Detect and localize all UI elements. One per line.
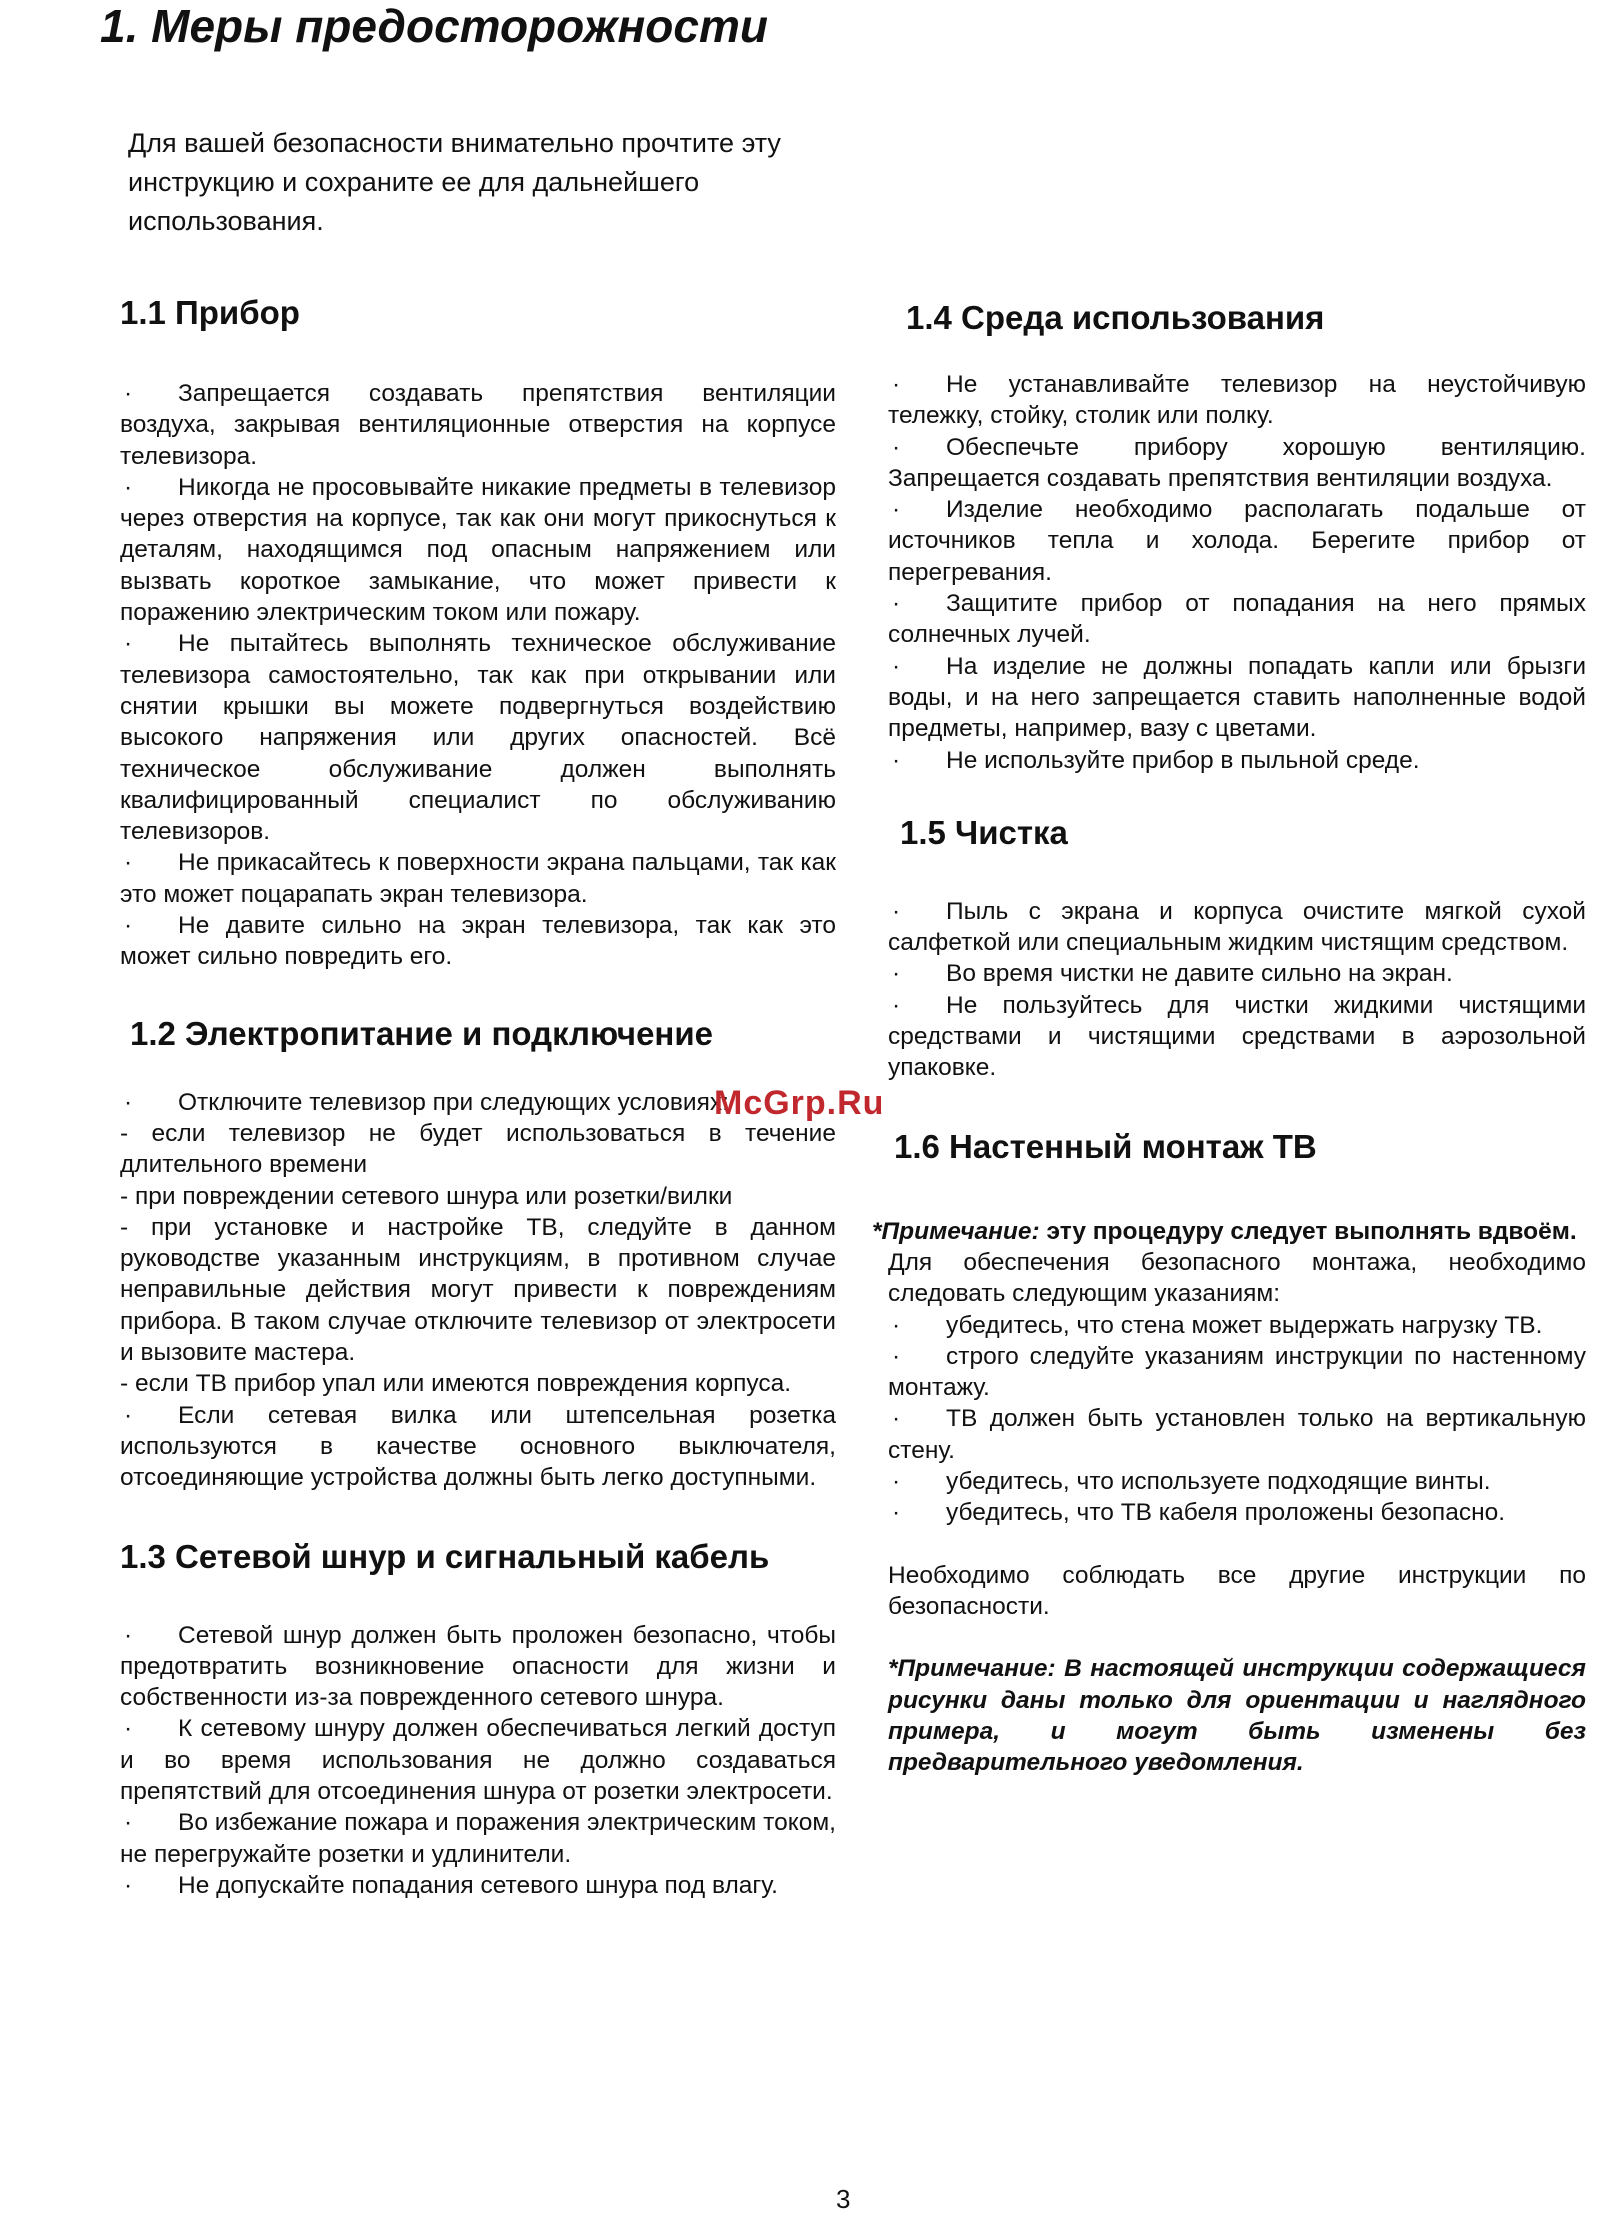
section-1-4 bbox=[888, 295, 1586, 776]
list-item: · Не пользуйтесь для чистки жидкими чистящими средствами и чистящими средствами в аэрозольной упаковке. bbox=[888, 990, 1586, 1084]
list-item: · К сетевому шнуру должен обеспечиваться легкий доступ и во время использования не должно создаваться препятствий для отсоединения шнура от розетки электросети. bbox=[120, 1713, 836, 1807]
list-item: · Никогда не просовывайте никакие предметы в телевизор через отверстия на корпусе, так как они могут прикоснуться к деталям, находящимся под опасным напряжением или вызвать короткое замыкание, что может привести к поражению электрическим током или пожару. bbox=[120, 472, 836, 628]
list-item: · ТВ должен быть установлен только на вертикальную стену. bbox=[888, 1403, 1586, 1466]
list-item: - при повреждении сетевого шнура или розетки/вилки bbox=[120, 1182, 733, 1210]
note bbox=[872, 1216, 1586, 1247]
watermark: McGrp.Ru bbox=[714, 1084, 885, 1122]
list-item: · Не устанавливайте телевизор на неустойчивую тележку, стойку, столик или полку. bbox=[888, 369, 1586, 432]
list-item: · Сетевой шнур должен быть проложен безопасно, чтобы предотвратить возникновение опасности для жизни и собственности из-за поврежденного сетевого шнура. bbox=[120, 1620, 836, 1714]
list-item: · убедитесь, что стена может выдержать нагрузку ТВ. bbox=[888, 1310, 1586, 1341]
list-item: · Не используйте прибор в пыльной среде. bbox=[888, 745, 1586, 776]
list-item: · Не допускайте попадания сетевого шнура под влагу. bbox=[120, 1870, 836, 1901]
section-title: 1.3 Сетевой шнур и сигнальный кабель bbox=[120, 1537, 770, 1575]
section-1-2 bbox=[120, 1011, 836, 1057]
list-item: · Отключите телевизор при следующих условиях: bbox=[120, 1087, 836, 1118]
list-item: · Не давите сильно на экран телевизора, так как это может сильно повредить его. bbox=[120, 910, 836, 973]
list-item: - если ТВ прибор упал или имеются повреждения корпуса. bbox=[120, 1370, 792, 1398]
lead-text: Для обеспечения безопасного монтажа, необходимо следовать следующим указаниям: bbox=[888, 1248, 1586, 1308]
list-item: · Не прикасайтесь к поверхности экрана пальцами, так как это может поцарапать экран телевизора. bbox=[120, 847, 836, 910]
section-1-1 bbox=[120, 290, 836, 973]
page-number: 3 bbox=[836, 2184, 851, 2214]
page-title: 1. Меры предосторожности bbox=[100, 0, 768, 52]
section-title: 1.4 Среда использования bbox=[906, 299, 1325, 336]
list-item: · Запрещается создавать препятствия вентиляции воздуха, закрывая вентиляционные отверстия на корпусе телевизора. bbox=[120, 378, 836, 472]
section-title: 1.1 Прибор bbox=[120, 294, 300, 331]
list-item: · Пыль с экрана и корпуса очистите мягкой сухой салфеткой или специальным жидким чистящим средством. bbox=[888, 896, 1586, 959]
list-item: · Защитите прибор от попадания на него прямых солнечных лучей. bbox=[888, 588, 1586, 651]
list-item: · Не пытайтесь выполнять техническое обслуживание телевизора самостоятельно, так как при открывании или снятии крышки вы можете подвергнуться воздействию высокого напряжения или других опасностей. Всё техническое обслуживание должен выполнять квалифицированный специалист по обслуживанию телевизоров. bbox=[120, 628, 836, 847]
list-item: · убедитесь, что ТВ кабеля проложены безопасно. bbox=[888, 1497, 1586, 1528]
list-item: - если телевизор не будет использоваться в течение длительного времени bbox=[120, 1119, 836, 1179]
intro-text: Для вашей безопасности внимательно прочтите эту инструкцию и сохраните ее для дальнейшего использования. bbox=[128, 128, 781, 236]
section-title: 1.5 Чистка bbox=[900, 813, 1068, 851]
note-2 bbox=[888, 1653, 1586, 1778]
list-item: · Обеспечьте прибору хорошую вентиляцию. Запрещается создавать препятствия вентиляции воздуха. bbox=[888, 432, 1586, 495]
list-item: · Изделие необходимо располагать подальше от источников тепла и холода. Берегите прибор от перегревания. bbox=[888, 494, 1586, 588]
note-2-text: В настоящей инструкции содержащиеся рисунки даны только для ориентации и наглядного примера, и могут быть изменены без предварительного уведомления. bbox=[888, 1655, 1586, 1777]
note-text: эту процедуру следует выполнять вдвоём. bbox=[1046, 1217, 1577, 1245]
section-1-3 bbox=[120, 1534, 836, 1902]
list-item: · убедитесь, что используете подходящие винты. bbox=[888, 1466, 1586, 1497]
other-instructions: Необходимо соблюдать все другие инструкции по безопасности. bbox=[888, 1561, 1586, 1620]
right-column bbox=[872, 295, 1586, 1778]
list-item: - при установке и настройке ТВ, следуйте в данном руководстве указанным инструкциям, в противном случае неправильные действия могут привести к повреждениям прибора. В таком случае отключите телевизор от электросети и вызовите мастера. bbox=[120, 1213, 836, 1367]
section-title: 1.6 Настенный монтаж ТВ bbox=[894, 1127, 1317, 1165]
list-item: · Если сетевая вилка или штепсельная розетка используются в качестве основного выключателя, отсоединяющие устройства должны быть легко доступными. bbox=[120, 1400, 836, 1494]
list-item: · Во избежание пожара и поражения электрическим током, не перегружайте розетки и удлинители. bbox=[120, 1807, 836, 1870]
section-1-5 bbox=[888, 810, 1586, 1084]
section-title: 1.2 Электропитание и подключение bbox=[130, 1014, 713, 1052]
note-2-label: *Примечание: bbox=[888, 1655, 1056, 1683]
list-item: · Во время чистки не давите сильно на экран. bbox=[888, 958, 1586, 989]
list-item: · строго следуйте указаниям инструкции по настенному монтажу. bbox=[888, 1341, 1586, 1404]
note-label: *Примечание: bbox=[872, 1217, 1040, 1245]
list-item: · На изделие не должны попадать капли или брызги воды, и на него запрещается ставить наполненные водой предметы, например, вазу с цветами. bbox=[888, 651, 1586, 745]
section-1-6 bbox=[872, 1124, 1586, 1779]
